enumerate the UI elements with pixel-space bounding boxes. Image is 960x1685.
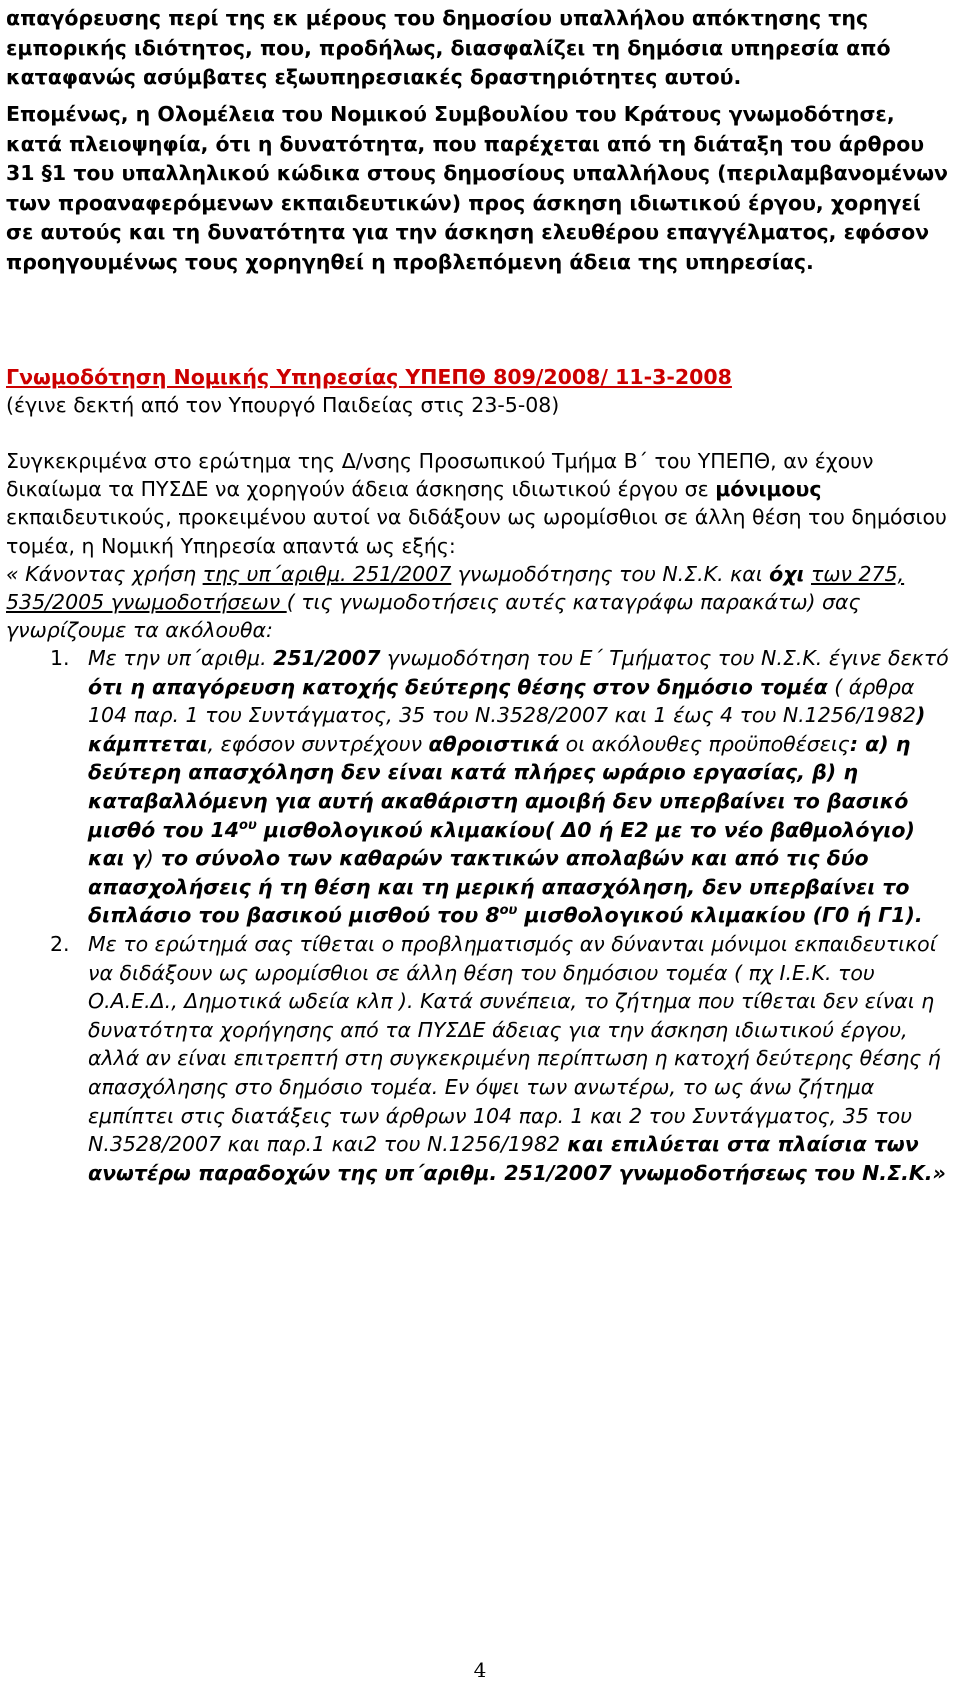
question-paragraph xyxy=(6,447,950,560)
opinion-heading-link[interactable]: Γνωμοδότηση Νομικής Υπηρεσίας ΥΠΕΠΘ 809/2008/ 11-3-2008 xyxy=(6,365,732,389)
item1-text-c: ( άρθρα 104 παρ. 1 του Συντάγματος, 35 του Ν.3528/2007 και 1 έως 4 του Ν.1256/1982 xyxy=(88,674,916,728)
item1-text-a: Με την υπ΄αριθμ. xyxy=(88,646,274,670)
opinion-heading-note: (έγινε δεκτή από τον Υπουργό Παιδείας στις 23-5-08) xyxy=(6,393,560,418)
opinion-heading-block xyxy=(6,363,950,419)
quote-intro-ref-1: της υπ΄αριθμ. 251/2007 xyxy=(202,561,452,586)
item1-bold-d: αθροιστικά xyxy=(428,731,560,756)
item1-bold-c: ) κάμπτεται xyxy=(88,703,926,756)
quote-intro-ref-2: των 275, 535/2005 γνωμοδοτήσεων xyxy=(6,561,905,615)
quote-intro-mid: γνωμοδότησης του Ν.Σ.Κ. και xyxy=(451,561,770,586)
opinion-body xyxy=(6,447,950,644)
quote-intro xyxy=(6,560,950,645)
item1-condition-c: το σύνολο των καθαρών τακτικών απολαβών και από τις δύο απασχολήσεις ή τη θέση και τη μερική απασχόληση, δεν υπερβαίνει το διπλάσιο του βασικού μισθού του 8 xyxy=(88,846,910,928)
page-number: 4 xyxy=(473,1658,487,1682)
intro-paragraph-text: απαγόρευσης περί της εκ μέρους του δημοσίου υπαλλήλου απόκτησης της εμπορικής ιδιότητος, που, προδήλως, διασφαλίζει τη δημόσια υπηρεσία από καταφανώς ασύμβατες εξωυπηρεσιακές δραστηριότητες αυτού. xyxy=(6,6,891,89)
question-text-bold: μόνιμους xyxy=(715,477,822,502)
item1-superscript-2: ου xyxy=(499,903,518,919)
quote-intro-not: όχι xyxy=(769,561,805,586)
item1-conditions-grade: μισθολογικού κλιμακίου( Δ0 ή Ε2 με το νέο βαθμολόγιο) και γ xyxy=(88,817,915,871)
list-item xyxy=(6,930,954,1187)
item2-conclusion: και επιλύεται στα πλαίσια των ανωτέρω παραδοχών της υπ΄αριθμ. 251/2007 γνωμοδοτήσεως του Ν.Σ.Κ.» xyxy=(88,1132,946,1185)
intro-paragraph xyxy=(6,4,950,93)
item1-condition-c-end: μισθολογικού κλιμακίου (Γ0 ή Γ1). xyxy=(517,903,923,928)
item1-bold-b: ότι η απαγόρευση κατοχής δεύτερης θέσης στον δημόσιο τομέα xyxy=(88,674,828,699)
question-text-end: εκπαιδευτικούς, προκειμένου αυτοί να διδάξουν ως ωρομίσθιοι σε άλλη θέση του δημόσιου τομέα, η Νομική Υπηρεσία απαντά ως εξής: xyxy=(6,505,947,558)
quote-intro-start: « Κάνοντας χρήση xyxy=(6,561,203,586)
item1-text-e: οι ακόλουθες προϋποθέσεις xyxy=(559,731,850,756)
list-item xyxy=(6,644,954,930)
item1-bold-a: 251/2007 xyxy=(273,646,381,670)
quote-intro-end: ( τις γνωμοδοτήσεις αυτές καταγράφω παρακάτω) σας γνωρίζουμε τα ακόλουθα: xyxy=(6,590,861,643)
item2-text: Με το ερώτημά σας τίθεται ο προβληματισμός αν δύνανται μόνιμοι εκπαιδευτικοί να διδάξουν ως ωρομίσθιοι σε άλλη θέση του δημόσιου τομέα ( πχ Ι.Ε.Κ. του Ο.Α.Ε.Δ., Δημοτικά ωδεία κλπ ). Κατά συνέπεια, το ζήτημα που τίθεται δεν είναι η δυνατότητα χορήγησης από τα ΠΥΣΔΕ άδειας για την άσκηση ιδιωτικού έργου, αλλά αν είναι επιτρεπτή στη συγκεκριμένη περίπτωση η κατοχή δεύτερης θέσης ή απασχόλησης στο δημόσιο τομέα. Εν όψει των ανωτέρω, το ως άνω ζήτημα εμπίπτει στις διατάξεις των άρθρων 104 παρ. 1 και 2 του Συντάγματος, 35 του Ν.3528/2007 και παρ.1 και2 του Ν.1256/1982 xyxy=(88,931,941,1157)
item1-text-b: γνωμοδότηση του Ε΄ Τμήματος του Ν.Σ.Κ. έγινε δεκτό xyxy=(380,646,949,670)
opinion-summary-paragraph xyxy=(6,100,950,277)
list-item-number: 1. xyxy=(50,646,70,670)
item1-conditions-a-b: : α) η δεύτερη απασχόληση δεν είναι κατά πλήρες ωράριο εργασίας, β) η καταβαλλόμενη για αυτή ακαθάριστη αμοιβή δεν υπερβαίνει το βασικό μισθό του 14 xyxy=(88,731,911,842)
opinion-summary-text: Επομένως, η Ολομέλεια του Νομικού Συμβουλίου του Κράτους γνωμοδότησε, κατά πλειοψηφία, ότι η δυνατότητα, που παρέχεται από τη διάταξη του άρθρου 31 §1 του υπαλληλικού κώδικα στους δημοσίους υπαλλήλους (περιλαμβανομένων των προαναφερόμενων εκπαιδευτικών) προς άσκηση ιδιωτικού έργου, χορηγεί σε αυτούς και τη δυνατότητα για την άσκηση ελευθέρου επαγγέλματος, εφόσον προηγουμένως τους χορηγηθεί η προβλεπόμενη άδεια της υπηρεσίας. xyxy=(6,102,948,274)
list-item-number: 2. xyxy=(50,931,70,956)
item1-text-d: , εφόσον συντρέχουν xyxy=(207,731,429,756)
item1-paren: ) xyxy=(145,846,154,871)
question-text-start: Συγκεκριμένα στο ερώτημα της Δ/νσης Προσωπικού Τμήμα Β΄ του ΥΠΕΠΘ, αν έχουν δικαίωμα τα ΠΥΣΔΕ να χορηγούν άδεια άσκησης ιδιωτικού έργου σε xyxy=(6,449,874,502)
item1-superscript-1: ου xyxy=(239,817,257,833)
numbered-list xyxy=(6,644,954,1187)
